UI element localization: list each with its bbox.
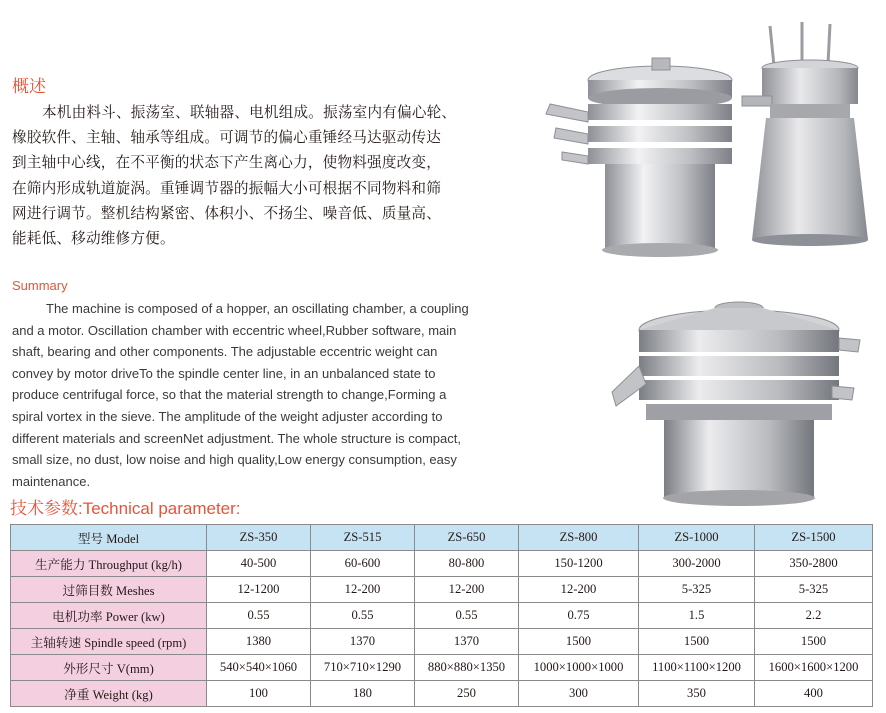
- overview-heading: 概述: [12, 77, 46, 97]
- value-cell: 40-500: [207, 551, 311, 577]
- summary-line: spiral vortex in the sieve. The amplitude of the weight adjuster according to: [12, 408, 443, 424]
- technical-parameter-heading: 技术参数:Technical parameter:: [10, 499, 241, 518]
- value-cell: 100: [207, 681, 311, 707]
- value-cell: 400: [755, 681, 873, 707]
- model-header-cell: ZS-650: [415, 525, 519, 551]
- value-cell: 1500: [519, 629, 639, 655]
- model-header-cell: ZS-800: [519, 525, 639, 551]
- row-label-cell: 生产能力 Throughput (kg/h): [11, 551, 207, 577]
- value-cell: 5-325: [639, 577, 755, 603]
- value-cell: 540×540×1060: [207, 655, 311, 681]
- value-cell: 250: [415, 681, 519, 707]
- value-cell: 180: [311, 681, 415, 707]
- summary-heading: Summary: [12, 278, 68, 293]
- value-cell: 880×880×1350: [415, 655, 519, 681]
- row-label-cell: 净重 Weight (kg): [11, 681, 207, 707]
- overview-text: [12, 100, 512, 251]
- summary-line: small size, no dust, low noise and high quality,Low energy consumption, easy: [12, 452, 457, 468]
- value-cell: 300-2000: [639, 551, 755, 577]
- table-row: [11, 629, 873, 655]
- overview-line: 网进行调节。整机结构紧密、体积小、不扬尘、噪音低、质量高、: [12, 204, 442, 222]
- table-row: [11, 577, 873, 603]
- value-cell: 0.55: [311, 603, 415, 629]
- value-cell: 1500: [639, 629, 755, 655]
- summary-line: convey by motor driveTo the spindle center line, in an unbalanced state to: [12, 365, 436, 381]
- value-cell: 60-600: [311, 551, 415, 577]
- summary-line: The machine is composed of a hopper, an oscillating chamber, a coupling: [46, 301, 469, 316]
- value-cell: 0.75: [519, 603, 639, 629]
- value-cell: 1000×1000×1000: [519, 655, 639, 681]
- value-cell: 710×710×1290: [311, 655, 415, 681]
- overview-line: 到主轴中心线，在不平衡的状态下产生离心力，使物料强度改变，: [12, 154, 442, 172]
- table-row: [11, 681, 873, 707]
- overview-line: 在筛内形成轨道旋涡。重锤调节器的振幅大小可根据不同物料和筛: [12, 179, 442, 197]
- summary-line: produce centrifugal force, so that the material strength to change,Forming a: [12, 387, 447, 403]
- product-photo-sieve-large: [606, 296, 868, 508]
- product-photo-sieve-conical: [740, 18, 880, 250]
- row-label-cell: 主轴转速 Spindle speed (rpm): [11, 629, 207, 655]
- overview-line: 橡胶软件、主轴、轴承等组成。可调节的偏心重锤经马达驱动传达: [12, 129, 442, 147]
- overview-line: 本机由料斗、振荡室、联轴器、电机组成。振荡室内有偏心轮、: [42, 104, 457, 121]
- value-cell: 1370: [311, 629, 415, 655]
- value-cell: 1370: [415, 629, 519, 655]
- value-cell: 12-200: [519, 577, 639, 603]
- value-cell: 1600×1600×1200: [755, 655, 873, 681]
- value-cell: 1380: [207, 629, 311, 655]
- row-label-cell: 电机功率 Power (kw): [11, 603, 207, 629]
- summary-line: maintenance.: [12, 473, 91, 489]
- row-label-cell: 外形尺寸 V(mm): [11, 655, 207, 681]
- table-row: [11, 551, 873, 577]
- value-cell: 0.55: [207, 603, 311, 629]
- value-cell: 1.5: [639, 603, 755, 629]
- product-photo-sieve-stacked: [540, 52, 740, 262]
- value-cell: 350-2800: [755, 551, 873, 577]
- value-cell: 1100×1100×1200: [639, 655, 755, 681]
- overview-line: 能耗低、移动维修方便。: [12, 230, 175, 248]
- row-label-cell: 过筛目数 Meshes: [11, 577, 207, 603]
- table-row: [11, 603, 873, 629]
- model-header-cell: ZS-515: [311, 525, 415, 551]
- table-header-row: [11, 525, 873, 551]
- value-cell: 350: [639, 681, 755, 707]
- value-cell: 5-325: [755, 577, 873, 603]
- value-cell: 1500: [755, 629, 873, 655]
- header-label-cell: 型号 Model: [11, 525, 207, 551]
- summary-line: and a motor. Oscillation chamber with eccentric wheel,Rubber software, main: [12, 322, 457, 338]
- value-cell: 150-1200: [519, 551, 639, 577]
- summary-line: shaft, bearing and other components. The adjustable eccentric weight can: [12, 344, 438, 360]
- value-cell: 12-200: [311, 577, 415, 603]
- summary-line: different materials and screenNet adjustment. The whole structure is compact,: [12, 430, 461, 446]
- summary-text: [12, 298, 522, 492]
- value-cell: 80-800: [415, 551, 519, 577]
- value-cell: 2.2: [755, 603, 873, 629]
- model-header-cell: ZS-350: [207, 525, 311, 551]
- table-row: [11, 655, 873, 681]
- spec-table: [10, 524, 873, 707]
- value-cell: 12-200: [415, 577, 519, 603]
- model-header-cell: ZS-1000: [639, 525, 755, 551]
- model-header-cell: ZS-1500: [755, 525, 873, 551]
- value-cell: 12-1200: [207, 577, 311, 603]
- value-cell: 300: [519, 681, 639, 707]
- value-cell: 0.55: [415, 603, 519, 629]
